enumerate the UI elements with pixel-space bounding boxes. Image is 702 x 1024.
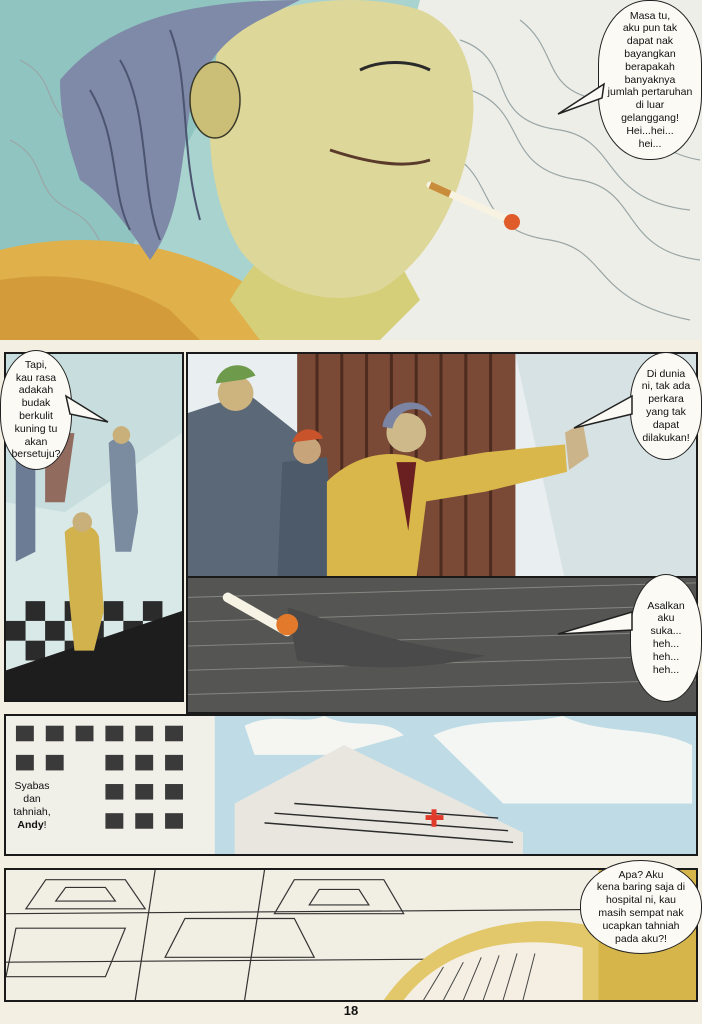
panel-5-art [6, 716, 696, 854]
panel-1-art [0, 0, 702, 340]
speech-bubble-2-text: Tapi, kau rasa adakah budak berkulit kuning tu akan bersetuju? [11, 358, 61, 461]
speech-bubble-1 [598, 0, 702, 160]
panel-5-hospital-exterior [4, 714, 698, 856]
panel-4-cigarette-ash [186, 576, 698, 714]
speech-bubble-4-tail [556, 608, 634, 638]
speech-bubble-1-tail [556, 78, 606, 118]
speech-bubble-2-tail [64, 392, 110, 428]
speech-bubble-4-text: Asalkan aku suka... heh... heh... heh... [647, 599, 685, 676]
speech-bubble-3-text: Di dunia ni, tak ada perkara yang tak dapat dilakukan! [641, 367, 691, 444]
panel-4-art [188, 578, 696, 712]
speech-bubble-4 [630, 574, 702, 702]
speech-bubble-5-end: ! [43, 819, 47, 832]
panel-3-art [188, 354, 696, 580]
speech-bubble-6-text: Apa? Aku kena baring saja di hospital ni, kau masih sempat nak ucapkan tahniah pada aku?! [596, 868, 686, 945]
panel-3-three-men [186, 352, 698, 582]
speech-bubble-5 [2, 780, 62, 833]
panel-1-smoking-closeup [0, 0, 702, 340]
speech-bubble-1-text: Masa tu, aku pun tak dapat nak bayangkan berapakah banyaknya jumlah pertaruhan di luar gelanggang! Hei...hei... hei... [607, 9, 693, 150]
speech-bubble-6 [580, 860, 702, 954]
speech-bubble-2 [0, 350, 72, 470]
speech-bubble-5-name: Andy [17, 819, 44, 832]
page-number: 18 [343, 1003, 359, 1018]
speech-bubble-3-tail [572, 392, 634, 432]
speech-bubble-3 [630, 352, 702, 460]
speech-bubble-5-text: Syabas dan tahniah, [13, 780, 51, 819]
